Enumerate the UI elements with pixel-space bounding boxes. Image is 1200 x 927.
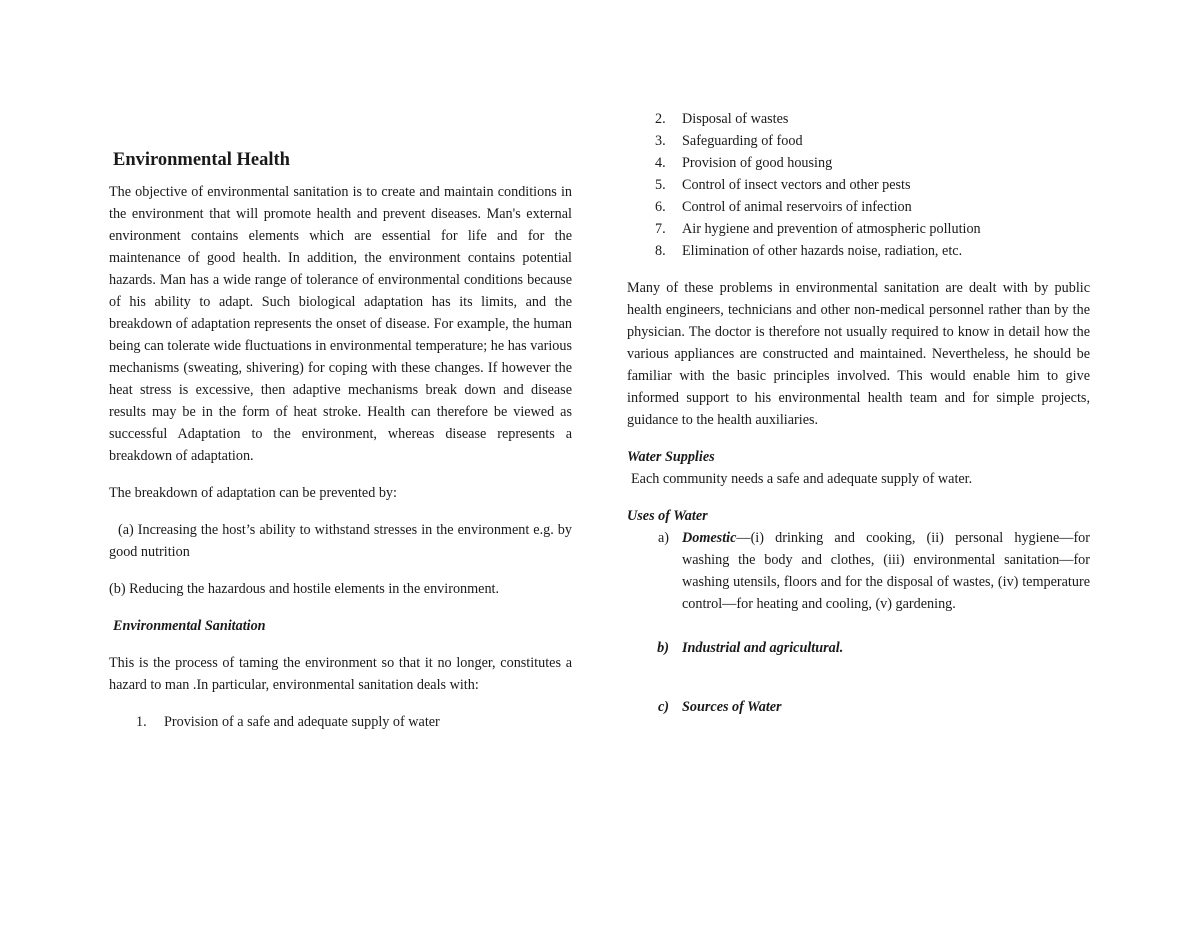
sanitation-list-right	[627, 108, 1090, 262]
sanitation-heading: Environmental Sanitation	[113, 618, 266, 634]
left-column	[109, 146, 572, 733]
sanitation-list-left	[109, 711, 572, 733]
water-supplies-heading: Water Supplies	[627, 449, 715, 465]
uses-item-a: a) Domestic—(i) drinking and cooking, (ii) personal hygiene—for washing the body and clothes, (iii) environmental sanitation—for washing utensils, floors and for the disposal of wastes, (iv) temperature control—for heating and cooling, (v) gardening.	[657, 530, 1090, 612]
uses-item-c: c) Sources of Water	[657, 699, 782, 715]
page-title: Environmental Health	[113, 150, 290, 170]
prevent-item-a: (a) Increasing the host’s ability to withstand stresses in the environment e.g. by good nutrition	[109, 522, 572, 560]
list-item: 2. Disposal of wastes	[655, 111, 789, 127]
uses-heading: Uses of Water	[627, 508, 708, 524]
list-item: 8. Elimination of other hazards noise, radiation, etc.	[655, 243, 963, 259]
domestic-label: Domestic	[682, 530, 737, 546]
problems-paragraph: Many of these problems in environmental sanitation are dealt with by public health engineers, technicians and other non-medical personnel rather than by the physician. The doctor is therefore not usually required to know in detail how the various appliances are constructed and maintained. Nevertheless, he should be familiar with the basic principles involved. This would enable him to give informed support to his environmental health team and for simple projects, guidance to the health auxiliaries.	[627, 280, 1090, 428]
list-item: 6. Control of animal reservoirs of infection	[655, 199, 912, 215]
prevent-intro: The breakdown of adaptation can be prevented by:	[109, 485, 397, 501]
sanitation-paragraph: This is the process of taming the environment so that it no longer, constitutes a hazard to man .In particular, environmental sanitation deals with:	[109, 655, 572, 693]
water-supplies-text: Each community needs a safe and adequate supply of water.	[631, 471, 973, 487]
list-item: 3. Safeguarding of food	[655, 133, 803, 149]
intro-paragraph: The objective of environmental sanitation is to create and maintain conditions in the environment that will promote health and prevent diseases. Man's external environment contains elements which are essential for life and for the maintenance of good health. In addition, the environment contains potential hazards. Man has a wide range of tolerance of environmental conditions because of his ability to adapt. Such biological adaptation has its limits, and the breakdown of adaptation represents the onset of disease. For example, the human being can tolerate wide fluctuations in environmental temperature; he has various mechanisms (sweating, shivering) for coping with these changes. If however the heat stress is excessive, then adaptive mechanisms break down and disease results may be in the form of heat stroke. Health can therefore be viewed as successful Adaptation to the environment, whereas disease represents a breakdown of adaptation.	[109, 184, 572, 464]
list-item: 5. Control of insect vectors and other pests	[655, 177, 911, 193]
list-item: 4. Provision of good housing	[655, 155, 833, 171]
list-item: 7. Air hygiene and prevention of atmospheric pollution	[655, 221, 981, 237]
prevent-item-b: (b) Reducing the hazardous and hostile elements in the environment.	[109, 581, 500, 597]
list-item: 1. Provision of a safe and adequate supply of water	[136, 714, 440, 730]
uses-item-b: b) Industrial and agricultural.	[657, 640, 844, 656]
right-column	[627, 108, 1090, 718]
